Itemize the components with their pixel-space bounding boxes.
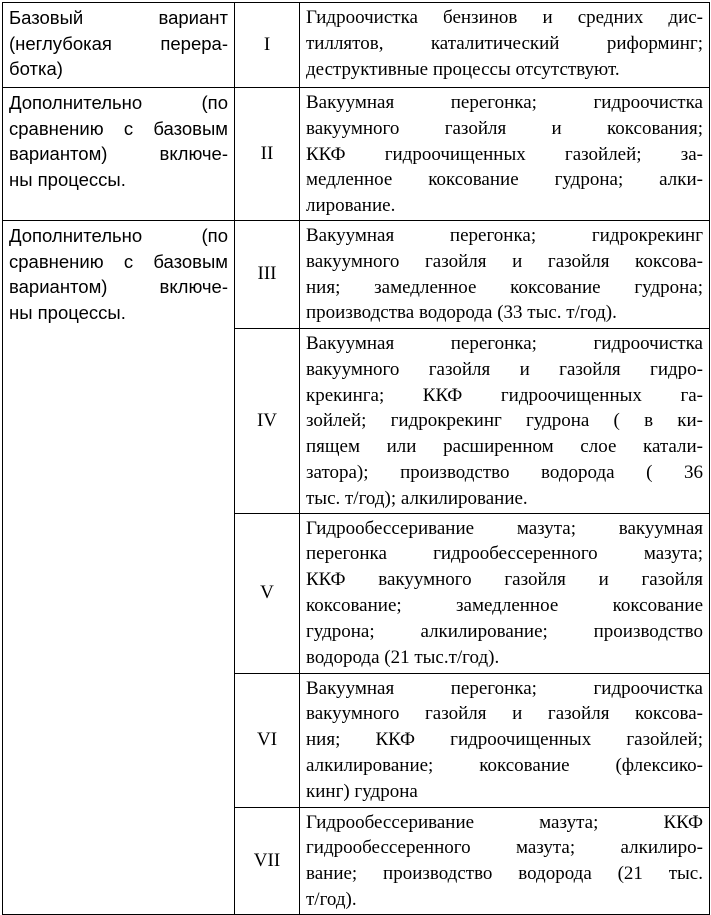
text-line: алкилирование; коксование (флексико- [306, 754, 703, 776]
text-line: гудрона; алкилирование; производство [306, 620, 703, 642]
text-line: Вакуумная перегонка; гидроочистка [306, 92, 703, 113]
text-line: ККФ гидроочищенных газойлей; за- [306, 143, 703, 165]
numeral-cell [235, 673, 300, 807]
text-line: водорода (21 тыс.т/год). [306, 646, 500, 668]
text-line: (неглубокая перера- [9, 32, 228, 54]
numeral-cell [235, 807, 300, 914]
group-cell [3, 221, 235, 915]
text-line: ны процессы. [9, 168, 126, 190]
numeral-cell [235, 329, 300, 514]
description-cell [300, 807, 710, 914]
description-cell [300, 221, 710, 329]
text-line: перегонка гидрообессеренного мазута; [306, 543, 703, 565]
numeral-cell [235, 221, 300, 329]
text-line: коксование; замедленное коксование [306, 594, 703, 616]
text-line: затора); производство водорода ( 36 [306, 461, 703, 483]
variant-numeral: VII [253, 849, 281, 871]
text-line: производства водорода (33 тыс. т/год). [306, 302, 617, 324]
text-line: зойлей; гидрокрекинг гудрона ( в ки- [306, 410, 703, 432]
text-line: ны процессы. [9, 301, 126, 323]
numeral-cell [235, 513, 300, 673]
text-line: сравнению с базовым [9, 250, 228, 272]
text-line: медленное коксование гудрона; алки- [306, 169, 703, 191]
text-line: вариантом) включе- [9, 143, 228, 165]
description-cell [300, 513, 710, 673]
text-line: Гидрообессеривание мазута; вакуумная [306, 517, 703, 539]
process-variants-table [2, 2, 710, 915]
description-cell [300, 673, 710, 807]
variant-numeral: I [263, 34, 271, 56]
text-line: ККФ вакуумного газойля и газойля [306, 569, 703, 591]
text-line: ния; ККФ гидроочищенных газойлей; [306, 729, 703, 751]
text-line: лирование. [306, 195, 396, 217]
text-line: Гидроочистка бензинов и средних дис- [306, 7, 703, 28]
text-line: Дополнительно (по [9, 225, 228, 246]
description-cell [300, 88, 710, 221]
numeral-cell [235, 3, 300, 88]
text-line: вакуумного газойля и коксования; [306, 117, 703, 139]
text-line: вание; производство водорода (21 тыс. [306, 863, 703, 885]
table-row [3, 221, 710, 329]
text-line: деструктивные процессы отсутствуют. [306, 58, 620, 80]
description-cell [300, 3, 710, 88]
text-line: ния; замедленное коксование гудрона; [306, 276, 703, 298]
text-line: т/год). [306, 888, 357, 910]
text-line: сравнению с базовым [9, 117, 228, 139]
text-line: кинг) гудрона [306, 780, 418, 802]
text-line: ботка) [9, 58, 63, 80]
table-row [3, 3, 710, 88]
text-line: Базовый вариант [9, 7, 228, 28]
variant-numeral: V [260, 582, 274, 604]
text-line: вакуумного газойля и газойля коксова- [306, 250, 703, 272]
text-line: вакуумного газойля и газойля гидро- [306, 358, 703, 380]
variant-numeral: VI [256, 729, 278, 751]
text-line: крекинга; ККФ гидроочищенных га- [306, 384, 703, 406]
text-line: вариантом) включе- [9, 276, 228, 298]
group-cell [3, 88, 235, 221]
variant-numeral: III [257, 263, 277, 284]
table-row [3, 88, 710, 221]
variant-numeral: II [260, 143, 274, 165]
text-line: Вакуумная перегонка; гидроочистка [306, 677, 703, 699]
text-line: Гидрообессеривание мазута; ККФ [306, 811, 703, 833]
text-line: Дополнительно (по [9, 92, 228, 113]
description-cell [300, 329, 710, 514]
text-line: тыс. т/год); алкилирование. [306, 487, 528, 509]
variant-numeral: IV [256, 409, 278, 431]
text-line: гидрообессеренного мазута; алкилиро- [306, 837, 703, 859]
text-line: пящем или расширенном слое катали- [306, 436, 703, 458]
text-line: вакуумного газойля и газойля коксова- [306, 703, 703, 725]
group-cell [3, 3, 235, 88]
text-line: тиллятов, каталитический риформинг; [306, 32, 703, 54]
numeral-cell [235, 88, 300, 221]
text-line: Вакуумная перегонка; гидрокрекинг [306, 225, 703, 246]
text-line: Вакуумная перегонка; гидроочистка [306, 333, 703, 354]
